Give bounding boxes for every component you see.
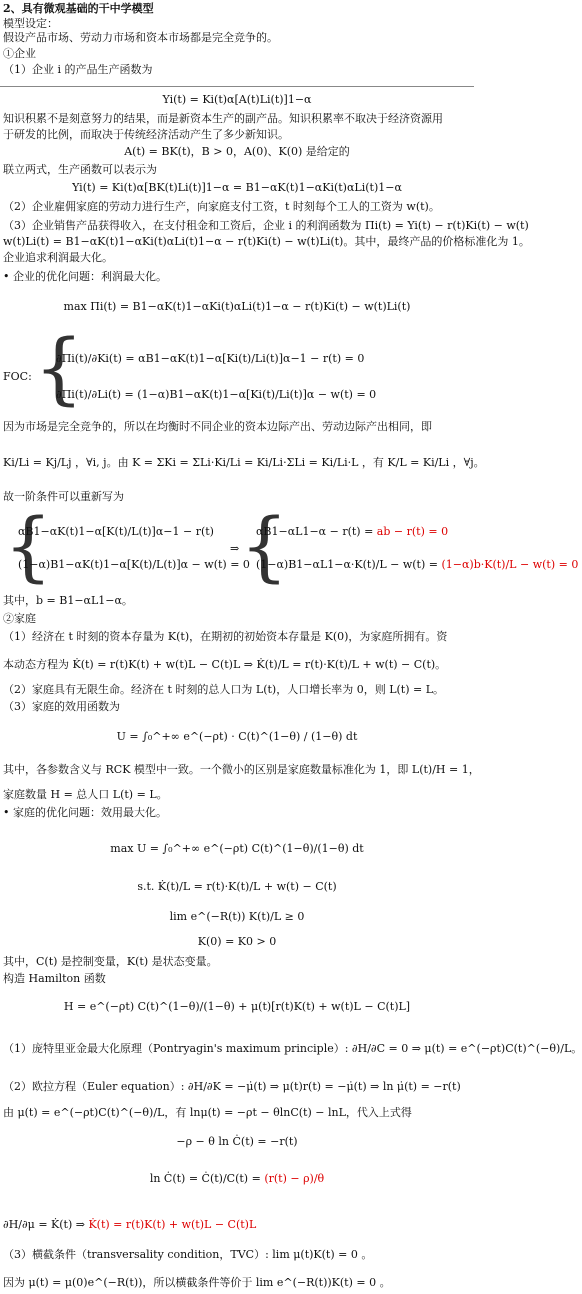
household-header: ②家庭 [3,612,36,625]
foc-label: FOC: [3,370,32,383]
foc-2: ∂Πi(t)/∂Li(t) = (1−α)B1−αK(t)1−α[Ki(t)/Li(t)]α − w(t) = 0 [56,388,377,401]
control-text: 其中，C(t) 是控制变量，K(t) 是状态变量。 [3,955,218,968]
eq-combined: Yi(t) = Ki(t)α[BK(t)Li(t)]1−α = B1−αK(t)1−αKi(t)αLi(t)1−α [72,181,402,194]
left-brace: { [34,324,84,414]
household-optimization: • 家庭的优化问题：效用最大化。 [3,806,167,820]
euler-text: （2）欧拉方程（Euler equation）: ∂H/∂K = −μ̇(t) ⇒ μ(t)r(t) = −μ̇(t) ⇒ ln μ̇(t) = −r(t) [3,1080,461,1093]
market-line-2: Ki/Li = Kj/Lj ，∀i, j。由 K = ΣKi = ΣLi·Ki/Li = Ki/Li·ΣLi = Ki/Li·L ，有 K/L = Ki/Li ，∀j。 [3,456,485,469]
setup-label: 模型设定： [3,17,58,30]
hamilton-text: 构造 Hamilton 函数 [3,972,106,985]
hh-1-line-2: 本动态方程为 K̇(t) = r(t)K(t) + w(t)L − C(t)L ⇒ K̇(t)/L = r(t)·K(t)/L + w(t) − C(t)。 [3,658,447,671]
mu-substitution: 由 μ(t) = e^(−ρt)C(t)^(−θ)/L，有 lnμ(t) = −ρt − θlnC(t) − lnL，代入上式得 [3,1106,412,1119]
left-brace: { [4,501,53,590]
tvc-text: （3）横截条件（transversality condition，TVC）: lim μ(t)K(t) = 0 。 [3,1248,373,1261]
hh-2: （2）家庭具有无限生命。经济在 t 时刻的总人口为 L(t)，人口增长率为 0，则 L(t) = L。 [3,683,445,696]
rewrite-text: 故一阶条件可以重新写为 [3,490,124,503]
item-3-line-1: （3）企业销售产品获得收入，在支付租金和工资后，企业 i 的利润函数为 Πi(t) = Yi(t) − r(t)Ki(t) − w(t) [3,219,529,232]
system-left-1: αB1−αK(t)1−α[K(t)/L(t)]α−1 − r(t) [18,525,214,538]
system-left-2: (1−α)B1−αK(t)1−α[K(t)/L(t)]α − w(t) = 0 [18,558,250,571]
eq-utility: U = ∫₀^+∞ e^(−ρt) · C(t)^(1−θ) / (1−θ) dt [116,730,358,743]
setup-text: 假设产品市场、劳动力市场和资本市场都是完全竞争的。 [3,31,278,44]
firm-header: ①企业 [3,47,36,60]
system-right-1: αB1−αL1−α − r(t) = ab − r(t) = 0 [256,525,449,538]
eq-hamilton: H = e^(−ρt) C(t)^(1−θ)/(1−θ) + μ(t)[r(t)K(t) + w(t)L − C(t)L] [63,1000,411,1013]
market-line-1: 因为市场是完全竞争的，所以在均衡时不同企业的资本边际产出、劳动边际产出相同，即 [3,420,432,433]
where-b: 其中，b = B1−αL1−α。 [3,594,133,607]
rck-line-2: 家庭数量 H = 总人口 L(t) = L。 [3,788,168,801]
left-brace: { [240,501,289,590]
divider [0,86,474,87]
foc-1: ∂Πi(t)/∂Ki(t) = αB1−αK(t)1−α[Ki(t)/Li(t)]α−1 − r(t) = 0 [56,352,365,365]
eq-firm-max: max Πi(t) = B1−αK(t)1−αKi(t)αLi(t)1−α − r(t)Ki(t) − w(t)Li(t) [63,300,411,313]
eq-production: Yi(t) = Ki(t)α[A(t)Li(t)]1−α [162,93,312,106]
item-2: （2）企业雇佣家庭的劳动力进行生产，向家庭支付工资，t 时刻每个工人的工资为 w(t)。 [3,200,440,213]
combine-text: 联立两式，生产函数可以表示为 [3,163,157,176]
opt-initial: K(0) = K0 > 0 [197,935,277,948]
item-3-line-2: w(t)Li(t) = B1−αK(t)1−αKi(t)αLi(t)1−α − r(t)Ki(t) − w(t)Li(t)。其中，最终产品的价格标准化为 1。 [3,235,530,248]
final-text: 因为 μ(t) = μ(0)e^(−R(t))，所以横截条件等价于 lim e^(−R(t))K(t) = 0 。 [3,1276,391,1289]
eq-growth: ln Ċ(t) = Ċ(t)/C(t) = (r(t) − ρ)/θ [149,1172,325,1185]
opt-constraint: s.t. K̇(t)/L = r(t)·K(t)/L + w(t) − C(t) [137,880,337,893]
system-right-2: (1−α)B1−αL1−α·K(t)/L − w(t) = (1−α)b·K(t)/L − w(t) = 0 [256,558,579,571]
eq-knowledge: A(t) = BK(t)，B > 0，A(0)、K(0) 是给定的 [124,145,350,158]
hh-1-line-1: （1）经济在 t 时刻的资本存量为 K(t)，在期初的初始资本存量是 K(0)，为家庭所拥有。资 [3,630,448,643]
knowledge-line-1: 知识积累不是刻意努力的结果，而是新资本生产的副产品。知识积累率不取决于经济资源用 [3,112,443,125]
opt-limit: lim e^(−R(t)) K(t)/L ≥ 0 [169,910,305,923]
pmp-text: （1）庞特里亚金最大化原理（Pontryagin's maximum principle）: ∂H/∂C = 0 ⇒ μ(t) = e^(−ρt)C(t)^(−θ)/L。 [3,1042,582,1055]
dH-dmu: ∂H/∂μ = K̇(t) ⇒ K̇(t) = r(t)K(t) + w(t)L − C(t)L [3,1218,257,1231]
item-1: （1）企业 i 的产品生产函数为 [3,63,153,76]
rck-line-1: 其中，各参数含义与 RCK 模型中一致。一个微小的区别是家庭数量标准化为 1，即 L(t)/H = 1， [3,763,480,776]
knowledge-line-2: 于研发的比例，而取决于传统经济活动产生了多少新知识。 [3,128,289,141]
hh-3: （3）家庭的效用函数为 [3,700,120,713]
opt-objective: max U = ∫₀^+∞ e^(−ρt) C(t)^(1−θ)/(1−θ) dt [110,842,364,855]
item-3-line-3: 企业追求利润最大化。 [3,251,113,264]
eq-rho: −ρ − θ ln Ċ(t) = −r(t) [176,1135,298,1148]
section-title: 2、具有微观基础的干中学模型 [3,2,154,15]
firm-optimization: • 企业的优化问题：利润最大化。 [3,270,167,284]
implies-arrow: ⇒ [230,542,240,555]
